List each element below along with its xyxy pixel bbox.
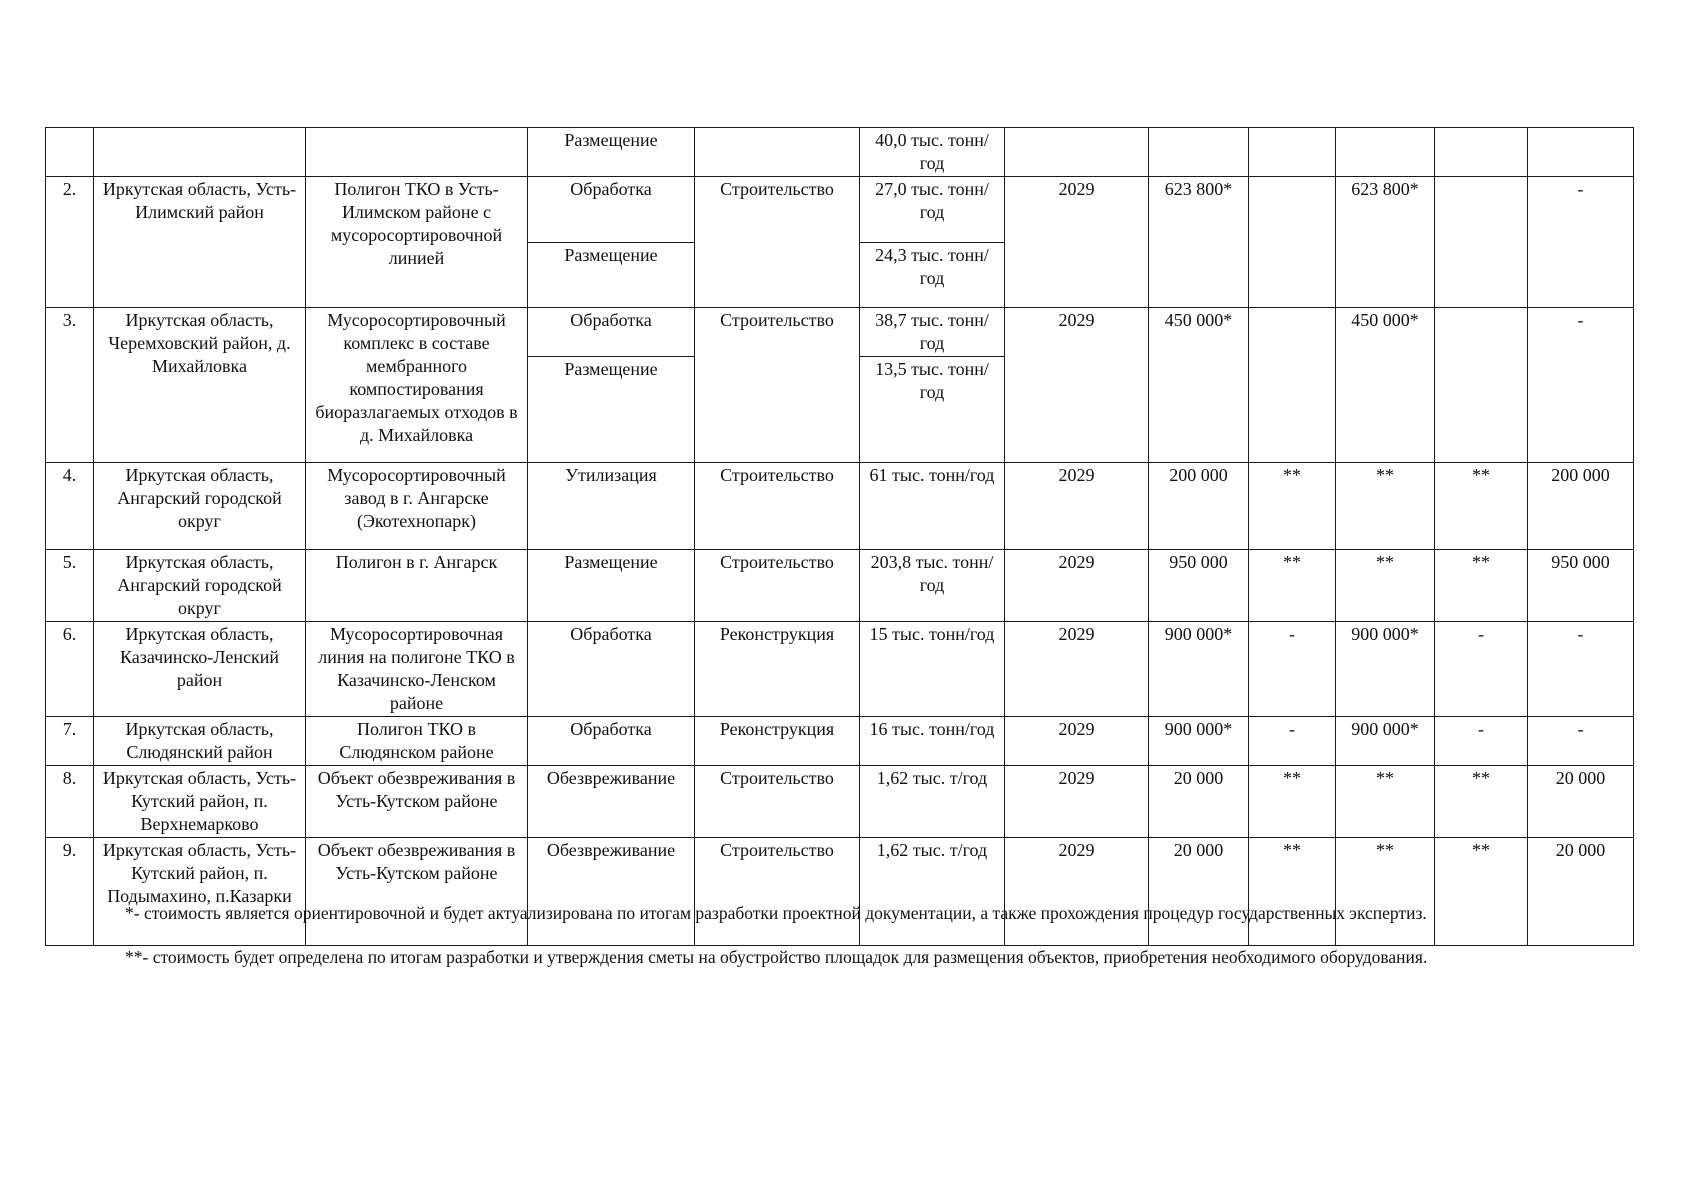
loc-cell: Иркутская область, Слюдянский район <box>94 717 306 766</box>
ops-cell: Размещение <box>528 550 695 622</box>
total-cell: 623 800* <box>1149 177 1249 308</box>
total-cell: 900 000* <box>1149 622 1249 717</box>
c4-cell <box>1528 128 1634 177</box>
year-cell <box>1005 128 1149 177</box>
obj-cell: Полигон ТКО в Слюдянском районе <box>306 717 528 766</box>
cap-cell: 24,3 тыс. тонн/год <box>860 243 1005 308</box>
c2-cell: 900 000* <box>1336 622 1435 717</box>
num-cell <box>46 128 94 177</box>
ops-cell: Размещение <box>528 357 695 463</box>
cap-cell: 1,62 тыс. т/год <box>860 766 1005 838</box>
num-cell: 9. <box>46 838 94 946</box>
c4-cell: - <box>1528 308 1634 463</box>
c3-cell <box>1435 177 1528 308</box>
num-cell: 5. <box>46 550 94 622</box>
c3-cell: ** <box>1435 463 1528 550</box>
c1-cell: ** <box>1249 838 1336 946</box>
table-row <box>46 463 1634 550</box>
loc-cell <box>94 128 306 177</box>
ops-cell: Обезвреживание <box>528 838 695 946</box>
cap-cell: 27,0 тыс. тонн/год <box>860 177 1005 243</box>
ops-cell: Обработка <box>528 177 695 243</box>
c2-cell: 450 000* <box>1336 308 1435 463</box>
table-row <box>46 308 1634 357</box>
c3-cell: ** <box>1435 838 1528 946</box>
c4-cell: 20 000 <box>1528 838 1634 946</box>
c4-cell: - <box>1528 622 1634 717</box>
c1-cell: ** <box>1249 463 1336 550</box>
c1-cell <box>1249 177 1336 308</box>
num-cell: 7. <box>46 717 94 766</box>
loc-cell: Иркутская область, Ангарский городской округ <box>94 550 306 622</box>
work-cell: Строительство <box>695 766 860 838</box>
total-cell: 20 000 <box>1149 766 1249 838</box>
work-cell: Строительство <box>695 838 860 946</box>
c1-cell: ** <box>1249 550 1336 622</box>
table-row <box>46 838 1634 946</box>
c3-cell: - <box>1435 717 1528 766</box>
ops-cell: Обезвреживание <box>528 766 695 838</box>
c3-cell: - <box>1435 622 1528 717</box>
loc-cell: Иркутская область, Усть-Кутский район, п. Верхнемарково <box>94 766 306 838</box>
year-cell: 2029 <box>1005 550 1149 622</box>
ops-cell: Обработка <box>528 308 695 357</box>
table-row <box>46 128 1634 177</box>
loc-cell: Иркутская область, Ангарский городской округ <box>94 463 306 550</box>
c2-cell: ** <box>1336 550 1435 622</box>
total-cell: 450 000* <box>1149 308 1249 463</box>
work-cell: Реконструкция <box>695 717 860 766</box>
c3-cell <box>1435 308 1528 463</box>
cap-cell: 38,7 тыс. тонн/год <box>860 308 1005 357</box>
obj-cell: Полигон ТКО в Усть-Илимском районе с мусоросортировочной линией <box>306 177 528 308</box>
c1-cell <box>1249 128 1336 177</box>
table-row <box>46 177 1634 243</box>
obj-cell: Мусоросортировочный завод в г. Ангарске (Экотехнопарк) <box>306 463 528 550</box>
c4-cell: - <box>1528 177 1634 308</box>
total-cell <box>1149 128 1249 177</box>
c4-cell: 200 000 <box>1528 463 1634 550</box>
cap-cell: 16 тыс. тонн/год <box>860 717 1005 766</box>
c2-cell: ** <box>1336 463 1435 550</box>
ops-cell: Размещение <box>528 243 695 308</box>
table-row <box>46 622 1634 717</box>
num-cell: 3. <box>46 308 94 463</box>
ops-cell: Обработка <box>528 622 695 717</box>
c1-cell <box>1249 308 1336 463</box>
footnote-1: *- стоимость является ориентировочной и будет актуализирована по итогам разработки проектной документации, а также прохождения процедур государственных экспертиз. <box>125 903 1427 923</box>
c2-cell: ** <box>1336 838 1435 946</box>
num-cell: 8. <box>46 766 94 838</box>
obj-cell: Объект обезвреживания в Усть-Кутском районе <box>306 766 528 838</box>
c2-cell: 623 800* <box>1336 177 1435 308</box>
year-cell: 2029 <box>1005 838 1149 946</box>
num-cell: 6. <box>46 622 94 717</box>
c4-cell: 950 000 <box>1528 550 1634 622</box>
c2-cell: ** <box>1336 766 1435 838</box>
cap-cell: 1,62 тыс. т/год <box>860 838 1005 946</box>
cap-cell: 15 тыс. тонн/год <box>860 622 1005 717</box>
obj-cell <box>306 128 528 177</box>
c3-cell: ** <box>1435 550 1528 622</box>
total-cell: 950 000 <box>1149 550 1249 622</box>
cap-cell: 203,8 тыс. тонн/год <box>860 550 1005 622</box>
year-cell: 2029 <box>1005 308 1149 463</box>
work-cell: Строительство <box>695 550 860 622</box>
c1-cell: ** <box>1249 766 1336 838</box>
ops-cell: Утилизация <box>528 463 695 550</box>
obj-cell: Объект обезвреживания в Усть-Кутском районе <box>306 838 528 946</box>
work-cell: Строительство <box>695 308 860 463</box>
c4-cell: 20 000 <box>1528 766 1634 838</box>
work-cell: Реконструкция <box>695 622 860 717</box>
obj-cell: Мусоросортировочная линия на полигоне ТКО в Казачинско-Ленском районе <box>306 622 528 717</box>
total-cell: 900 000* <box>1149 717 1249 766</box>
work-cell: Строительство <box>695 463 860 550</box>
loc-cell: Иркутская область, Казачинско-Ленский район <box>94 622 306 717</box>
c2-cell <box>1336 128 1435 177</box>
c1-cell: - <box>1249 717 1336 766</box>
cap-cell: 40,0 тыс. тонн/год <box>860 128 1005 177</box>
facilities-table <box>45 127 1634 946</box>
year-cell: 2029 <box>1005 463 1149 550</box>
table-row <box>46 550 1634 622</box>
table-row <box>46 717 1634 766</box>
total-cell: 20 000 <box>1149 838 1249 946</box>
loc-cell: Иркутская область, Усть-Кутский район, п. Подымахино, п.Казарки <box>94 838 306 946</box>
year-cell: 2029 <box>1005 717 1149 766</box>
footnote-2: **- стоимость будет определена по итогам разработки и утверждения сметы на обустройство площадок для размещения объектов, приобретения необходимого оборудования. <box>125 947 1428 967</box>
year-cell: 2029 <box>1005 177 1149 308</box>
ops-cell: Обработка <box>528 717 695 766</box>
obj-cell: Полигон в г. Ангарск <box>306 550 528 622</box>
num-cell: 2. <box>46 177 94 308</box>
num-cell: 4. <box>46 463 94 550</box>
cap-cell: 13,5 тыс. тонн/год <box>860 357 1005 463</box>
c4-cell: - <box>1528 717 1634 766</box>
work-cell <box>695 128 860 177</box>
table-row <box>46 766 1634 838</box>
total-cell: 200 000 <box>1149 463 1249 550</box>
year-cell: 2029 <box>1005 622 1149 717</box>
c3-cell: ** <box>1435 766 1528 838</box>
c2-cell: 900 000* <box>1336 717 1435 766</box>
loc-cell: Иркутская область, Черемховский район, д. Михайловка <box>94 308 306 463</box>
c1-cell: - <box>1249 622 1336 717</box>
cap-cell: 61 тыс. тонн/год <box>860 463 1005 550</box>
work-cell: Строительство <box>695 177 860 308</box>
ops-cell: Размещение <box>528 128 695 177</box>
year-cell: 2029 <box>1005 766 1149 838</box>
c3-cell <box>1435 128 1528 177</box>
obj-cell: Мусоросортировочный комплекс в составе мембранного компостирования биоразлагаемых отходов в д. Михайловка <box>306 308 528 463</box>
loc-cell: Иркутская область, Усть-Илимский район <box>94 177 306 308</box>
